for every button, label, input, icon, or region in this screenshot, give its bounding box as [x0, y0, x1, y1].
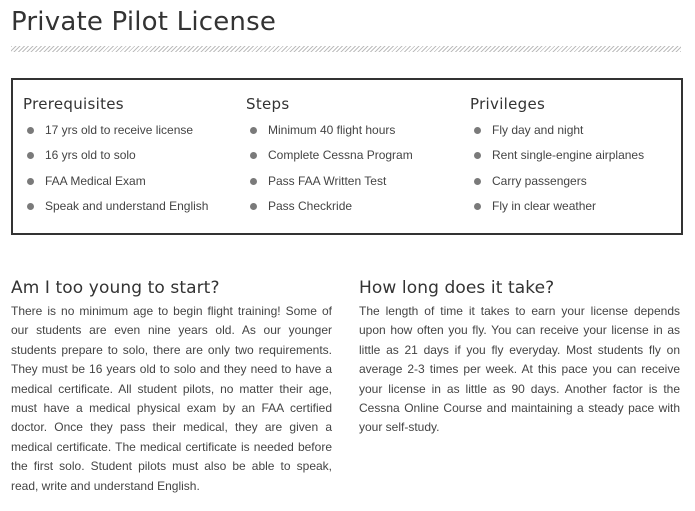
list-item-text: FAA Medical Exam — [45, 173, 146, 188]
privileges-heading: Privileges — [470, 95, 546, 113]
duration-section-body: The length of time it takes to earn your license depends upon how often you fly. You can receive your license in as little as 21 days if you fly everyday. Most students fly on average 2-3 times per week. At this pace you can receive your license in as little as 90 days. Another factor is the Cessna Online Course and maintaining a steady pace with your self-study. — [359, 304, 680, 435]
list-item-text: Carry passengers — [492, 173, 587, 188]
prerequisites-column — [23, 94, 208, 219]
list-item — [23, 143, 208, 168]
list-item-text: Minimum 40 flight hours — [268, 123, 396, 137]
list-item — [23, 118, 208, 143]
list-item — [246, 169, 413, 194]
list-item — [470, 194, 644, 219]
list-item — [470, 118, 644, 143]
bullet-icon — [474, 203, 481, 210]
list-item-text: Fly day and night — [492, 123, 584, 137]
list-item — [23, 194, 208, 219]
bullet-icon — [250, 152, 257, 159]
list-item — [470, 143, 644, 168]
title-divider — [11, 46, 681, 52]
list-item — [470, 169, 644, 194]
list-item — [246, 143, 413, 168]
list-item-text: 17 yrs old to receive license — [45, 123, 194, 137]
age-section-heading: Am I too young to start? — [11, 278, 220, 298]
bullet-icon — [250, 203, 257, 210]
bullet-icon — [250, 178, 257, 185]
bullet-icon — [27, 127, 34, 134]
age-section-body: There is no minimum age to begin flight training! Some of our students are even nine years old. As our younger students prepare to solo, there are only two requirements. They must be 16 years old to solo and they need to have a medical certificate. All student pilots, no matter their age, must have a medical physical exam by an FAA certified doctor. Once they pass their medical, they are given a medical certificate. The medical certificate is needed before the first solo. Student pilots must also be able to speak, read, write and understand English. — [11, 304, 332, 493]
bullet-icon — [474, 152, 481, 159]
list-item-text: 16 yrs old to solo — [45, 148, 136, 163]
bullet-icon — [27, 178, 34, 185]
list-item-text: Rent single-engine airplanes — [492, 148, 645, 163]
list-item — [246, 118, 413, 143]
page-title: Private Pilot License — [11, 7, 277, 37]
bullet-icon — [474, 178, 481, 185]
prerequisites-list — [23, 118, 208, 219]
list-item-text: Pass Checkride — [268, 198, 353, 213]
list-item — [23, 169, 208, 194]
privileges-column — [470, 94, 644, 219]
steps-heading: Steps — [246, 95, 290, 113]
list-item-text: Pass FAA Written Test — [268, 173, 387, 188]
steps-column — [246, 94, 413, 219]
bullet-icon — [27, 203, 34, 210]
duration-section-heading: How long does it take? — [359, 278, 555, 298]
list-item-text: Fly in clear weather — [492, 198, 597, 213]
age-section — [11, 276, 332, 496]
prerequisites-heading: Prerequisites — [23, 95, 124, 113]
list-item-text: Speak and understand English — [45, 198, 209, 213]
bullet-icon — [474, 127, 481, 134]
bullet-icon — [27, 152, 34, 159]
license-summary-box — [11, 78, 683, 235]
privileges-list — [470, 118, 644, 219]
bullet-icon — [250, 127, 257, 134]
list-item — [246, 194, 413, 219]
duration-section — [359, 276, 680, 438]
steps-list — [246, 118, 413, 219]
list-item-text: Complete Cessna Program — [268, 148, 413, 163]
